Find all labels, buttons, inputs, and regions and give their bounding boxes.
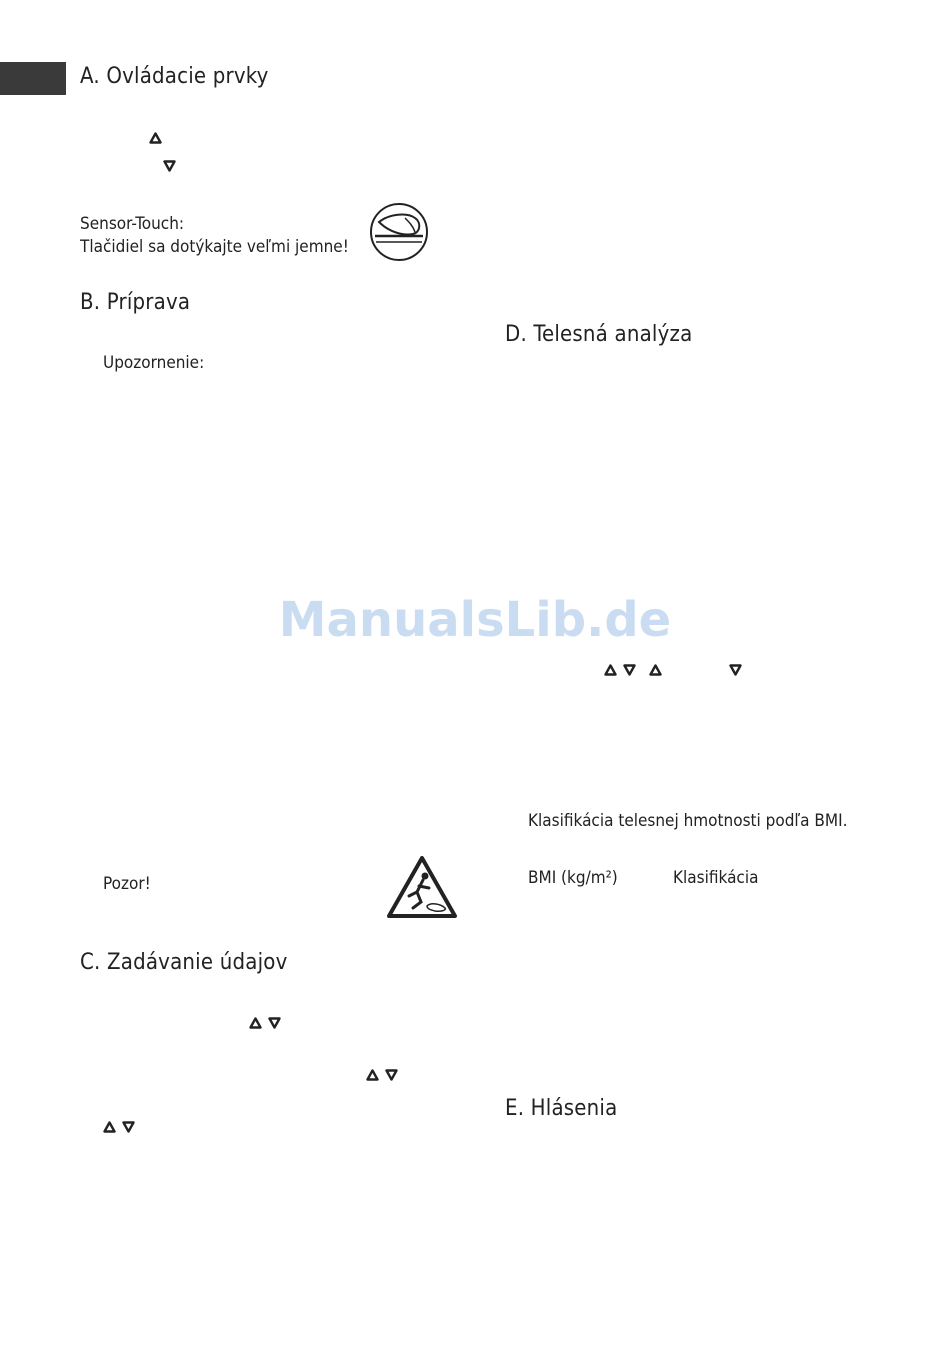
classification-column-header: Klasifikácia (673, 868, 759, 888)
section-b-title: B. Príprava (80, 290, 191, 315)
arrow-up-icon (249, 1017, 262, 1029)
arrow-up-icon (366, 1069, 379, 1081)
arrow-up-icon (103, 1121, 116, 1133)
arrow-down-icon (385, 1069, 398, 1081)
bmi-column-header: BMI (kg/m²) (528, 868, 618, 888)
arrow-down-icon (729, 664, 742, 676)
arrow-up-icon (604, 664, 617, 676)
notice-label: Upozornenie: (103, 353, 205, 373)
section-d-title: D. Telesná analýza (505, 322, 693, 347)
finger-touch-icon (369, 202, 429, 262)
sensor-touch-note: Tlačidiel sa dotýkajte veľmi jemne! (80, 237, 349, 257)
section-a-title: A. Ovládacie prvky (80, 64, 269, 89)
arrow-down-icon (623, 664, 636, 676)
arrow-up-icon (649, 664, 662, 676)
section-e-title: E. Hlásenia (505, 1096, 618, 1121)
bmi-classification-title: Klasifikácia telesnej hmotnosti podľa BMI. (528, 811, 848, 831)
page-tab-marker (0, 62, 66, 95)
slippery-floor-warning-icon (385, 854, 459, 920)
sensor-touch-label: Sensor-Touch: (80, 214, 185, 234)
arrow-down-icon (163, 160, 176, 172)
watermark: ManualsLib.de (278, 592, 672, 648)
arrow-up-icon (149, 132, 162, 144)
arrow-down-icon (122, 1121, 135, 1133)
section-c-title: C. Zadávanie údajov (80, 950, 288, 975)
caution-label: Pozor! (103, 874, 151, 894)
arrow-down-icon (268, 1017, 281, 1029)
